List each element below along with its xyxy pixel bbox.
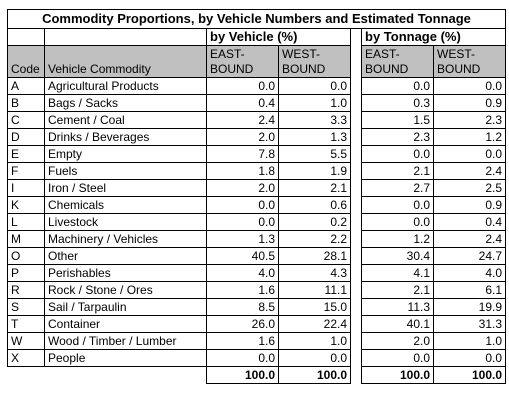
cell-tonnage-westbound: 0.0 (434, 350, 506, 367)
cell-commodity: Agricultural Products (45, 78, 207, 95)
cell-tonnage-westbound: 4.0 (434, 265, 506, 282)
cell-code: O (8, 248, 45, 265)
cell-tonnage-westbound: 0.0 (434, 146, 506, 163)
cell-tonnage-westbound: 2.5 (434, 180, 506, 197)
cell-tonnage-eastbound: 1.2 (362, 231, 434, 248)
cell-vehicle-eastbound: 2.0 (207, 180, 279, 197)
cell-code: R (8, 282, 45, 299)
cell-commodity: Drinks / Beverages (45, 129, 207, 146)
column-gap (351, 231, 362, 248)
cell-commodity: People (45, 350, 207, 367)
cell-tonnage-eastbound: 2.3 (362, 129, 434, 146)
table-row (8, 112, 506, 129)
column-gap (351, 46, 362, 78)
column-gap (351, 29, 362, 46)
cell-tonnage-eastbound: 0.0 (362, 197, 434, 214)
header-tonnage-eastbound: EAST-BOUND (362, 46, 434, 78)
cell-vehicle-westbound: 3.3 (279, 112, 351, 129)
cell-commodity: Rock / Stone / Ores (45, 282, 207, 299)
cell-commodity: Container (45, 316, 207, 333)
total-tonnage-eastbound: 100.0 (362, 367, 434, 384)
cell-tonnage-eastbound: 0.3 (362, 95, 434, 112)
cell-vehicle-westbound: 0.6 (279, 197, 351, 214)
totals-row (8, 367, 506, 384)
column-gap (351, 129, 362, 146)
table-row (8, 78, 506, 95)
cell-vehicle-westbound: 0.2 (279, 214, 351, 231)
cell-code: E (8, 146, 45, 163)
cell-code: T (8, 316, 45, 333)
cell-vehicle-eastbound: 4.0 (207, 265, 279, 282)
cell-vehicle-eastbound: 0.0 (207, 197, 279, 214)
column-gap (351, 333, 362, 350)
cell-commodity: Livestock (45, 214, 207, 231)
cell-commodity: Empty (45, 146, 207, 163)
cell-tonnage-eastbound: 4.1 (362, 265, 434, 282)
column-gap (351, 112, 362, 129)
cell-tonnage-westbound: 0.9 (434, 197, 506, 214)
cell-vehicle-westbound: 5.5 (279, 146, 351, 163)
column-gap (351, 146, 362, 163)
header-tonnage-westbound: WEST-BOUND (434, 46, 506, 78)
cell-tonnage-eastbound: 0.0 (362, 146, 434, 163)
cell-tonnage-eastbound: 2.0 (362, 333, 434, 350)
cell-vehicle-eastbound: 1.6 (207, 282, 279, 299)
cell-vehicle-westbound: 1.0 (279, 95, 351, 112)
cell-commodity: Cement / Coal (45, 112, 207, 129)
cell-vehicle-eastbound: 0.4 (207, 95, 279, 112)
cell-vehicle-westbound: 2.2 (279, 231, 351, 248)
cell-tonnage-westbound: 31.3 (434, 316, 506, 333)
cell-tonnage-eastbound: 11.3 (362, 299, 434, 316)
total-vehicle-eastbound: 100.0 (207, 367, 279, 384)
cell-tonnage-westbound: 0.9 (434, 95, 506, 112)
column-gap (351, 78, 362, 95)
cell-vehicle-westbound: 11.1 (279, 282, 351, 299)
cell-vehicle-westbound: 1.0 (279, 333, 351, 350)
cell-tonnage-eastbound: 2.7 (362, 180, 434, 197)
group-spacer (45, 29, 207, 46)
totals-spacer (45, 367, 207, 384)
cell-vehicle-eastbound: 26.0 (207, 316, 279, 333)
table-row (8, 350, 506, 367)
header-vehicle-westbound: WEST-BOUND (279, 46, 351, 78)
column-gap (351, 265, 362, 282)
column-gap (351, 214, 362, 231)
column-gap (351, 180, 362, 197)
cell-vehicle-westbound: 28.1 (279, 248, 351, 265)
cell-vehicle-eastbound: 0.0 (207, 78, 279, 95)
table-row (8, 316, 506, 333)
cell-tonnage-eastbound: 40.1 (362, 316, 434, 333)
cell-tonnage-westbound: 19.9 (434, 299, 506, 316)
cell-commodity: Sail / Tarpaulin (45, 299, 207, 316)
cell-commodity: Wood / Timber / Lumber (45, 333, 207, 350)
cell-tonnage-westbound: 1.0 (434, 333, 506, 350)
cell-vehicle-eastbound: 1.6 (207, 333, 279, 350)
cell-code: B (8, 95, 45, 112)
cell-code: S (8, 299, 45, 316)
cell-tonnage-westbound: 1.2 (434, 129, 506, 146)
cell-vehicle-eastbound: 1.8 (207, 163, 279, 180)
cell-vehicle-westbound: 0.0 (279, 78, 351, 95)
cell-tonnage-westbound: 2.4 (434, 231, 506, 248)
cell-code: A (8, 78, 45, 95)
table-row (8, 180, 506, 197)
table-row (8, 129, 506, 146)
total-vehicle-westbound: 100.0 (279, 367, 351, 384)
cell-code: L (8, 214, 45, 231)
cell-commodity: Bags / Sacks (45, 95, 207, 112)
cell-vehicle-eastbound: 8.5 (207, 299, 279, 316)
cell-vehicle-westbound: 2.1 (279, 180, 351, 197)
cell-vehicle-westbound: 4.3 (279, 265, 351, 282)
cell-code: F (8, 163, 45, 180)
group-spacer (8, 29, 45, 46)
column-gap (351, 248, 362, 265)
table-row (8, 214, 506, 231)
table-row (8, 163, 506, 180)
cell-tonnage-westbound: 2.4 (434, 163, 506, 180)
table-row (8, 265, 506, 282)
column-gap (351, 350, 362, 367)
cell-tonnage-westbound: 24.7 (434, 248, 506, 265)
cell-tonnage-eastbound: 0.0 (362, 214, 434, 231)
cell-vehicle-westbound: 0.0 (279, 350, 351, 367)
cell-tonnage-westbound: 2.3 (434, 112, 506, 129)
cell-commodity: Chemicals (45, 197, 207, 214)
cell-commodity: Perishables (45, 265, 207, 282)
cell-tonnage-eastbound: 2.1 (362, 163, 434, 180)
cell-vehicle-westbound: 1.9 (279, 163, 351, 180)
header-commodity: Vehicle Commodity (45, 46, 207, 78)
cell-tonnage-eastbound: 0.0 (362, 78, 434, 95)
table-row (8, 333, 506, 350)
header-code: Code (8, 46, 45, 78)
cell-vehicle-eastbound: 0.0 (207, 350, 279, 367)
table-row (8, 231, 506, 248)
commodity-table-sheet (7, 9, 506, 384)
cell-tonnage-eastbound: 2.1 (362, 282, 434, 299)
column-gap (351, 95, 362, 112)
total-tonnage-westbound: 100.0 (434, 367, 506, 384)
commodity-table (7, 9, 506, 384)
table-title: Commodity Proportions, by Vehicle Numbers and Estimated Tonnage (8, 10, 506, 29)
cell-vehicle-eastbound: 2.0 (207, 129, 279, 146)
cell-code: D (8, 129, 45, 146)
cell-commodity: Fuels (45, 163, 207, 180)
totals-spacer (8, 367, 45, 384)
cell-code: P (8, 265, 45, 282)
cell-commodity: Machinery / Vehicles (45, 231, 207, 248)
table-row (8, 197, 506, 214)
column-gap (351, 299, 362, 316)
group-by-vehicle: by Vehicle (%) (207, 29, 351, 46)
cell-tonnage-eastbound: 30.4 (362, 248, 434, 265)
table-row (8, 282, 506, 299)
cell-code: W (8, 333, 45, 350)
cell-tonnage-westbound: 6.1 (434, 282, 506, 299)
cell-commodity: Other (45, 248, 207, 265)
column-gap (351, 197, 362, 214)
table-row (8, 95, 506, 112)
cell-vehicle-westbound: 22.4 (279, 316, 351, 333)
cell-code: I (8, 180, 45, 197)
cell-tonnage-eastbound: 1.5 (362, 112, 434, 129)
cell-code: K (8, 197, 45, 214)
table-row (8, 299, 506, 316)
column-gap (351, 163, 362, 180)
column-gap (351, 316, 362, 333)
cell-code: C (8, 112, 45, 129)
cell-vehicle-eastbound: 0.0 (207, 214, 279, 231)
cell-vehicle-eastbound: 40.5 (207, 248, 279, 265)
cell-tonnage-eastbound: 0.0 (362, 350, 434, 367)
group-by-tonnage: by Tonnage (%) (362, 29, 506, 46)
cell-vehicle-westbound: 1.3 (279, 129, 351, 146)
cell-commodity: Iron / Steel (45, 180, 207, 197)
column-gap (351, 282, 362, 299)
cell-code: M (8, 231, 45, 248)
table-row (8, 146, 506, 163)
cell-code: X (8, 350, 45, 367)
table-row (8, 248, 506, 265)
column-gap (351, 367, 362, 384)
cell-vehicle-eastbound: 2.4 (207, 112, 279, 129)
cell-tonnage-westbound: 0.4 (434, 214, 506, 231)
header-vehicle-eastbound: EAST-BOUND (207, 46, 279, 78)
cell-vehicle-eastbound: 7.8 (207, 146, 279, 163)
cell-vehicle-westbound: 15.0 (279, 299, 351, 316)
cell-tonnage-westbound: 0.0 (434, 78, 506, 95)
cell-vehicle-eastbound: 1.3 (207, 231, 279, 248)
